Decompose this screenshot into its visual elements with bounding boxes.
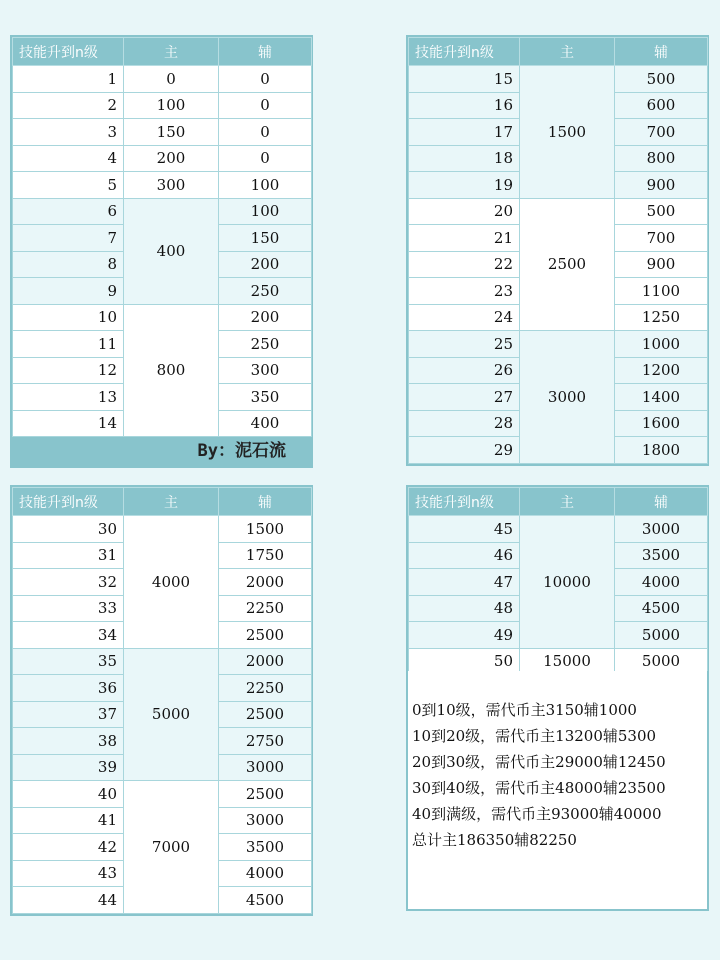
- header-level: 技能升到n级: [409, 38, 520, 66]
- aux-cell: 2500: [219, 781, 312, 808]
- table-levels-1-14: [10, 35, 313, 468]
- table-row: [13, 516, 312, 543]
- main-cell: 15000: [520, 648, 615, 675]
- header-aux: 辅: [615, 488, 708, 516]
- aux-cell: 250: [219, 331, 312, 358]
- header-main: 主: [520, 488, 615, 516]
- aux-cell: 4500: [615, 595, 708, 622]
- level-cell: 11: [13, 331, 124, 358]
- level-cell: 37: [13, 701, 124, 728]
- aux-cell: 1500: [219, 516, 312, 543]
- level-cell: 2: [13, 92, 124, 119]
- level-cell: 6: [13, 198, 124, 225]
- level-cell: 3: [13, 119, 124, 146]
- level-cell: 10: [13, 304, 124, 331]
- header-main: 主: [520, 38, 615, 66]
- table-row: [409, 198, 708, 225]
- aux-cell: 400: [219, 410, 312, 437]
- main-cell: 200: [124, 145, 219, 172]
- level-cell: 5: [13, 172, 124, 199]
- main-cell: 0: [124, 66, 219, 93]
- table-row: [13, 119, 312, 146]
- header-aux: 辅: [219, 38, 312, 66]
- aux-cell: 500: [615, 198, 708, 225]
- table-levels-45-50: [406, 485, 709, 677]
- main-cell: 5000: [124, 648, 219, 781]
- aux-cell: 3500: [219, 834, 312, 861]
- aux-cell: 350: [219, 384, 312, 411]
- level-cell: 40: [13, 781, 124, 808]
- level-cell: 8: [13, 251, 124, 278]
- aux-cell: 300: [219, 357, 312, 384]
- summary-line: 10到20级，需代币主13200辅5300: [412, 727, 657, 745]
- header-aux: 辅: [615, 38, 708, 66]
- level-cell: 9: [13, 278, 124, 305]
- level-cell: 29: [409, 437, 520, 464]
- aux-cell: 0: [219, 119, 312, 146]
- aux-cell: 1000: [615, 331, 708, 358]
- aux-cell: 1800: [615, 437, 708, 464]
- aux-cell: 3000: [219, 807, 312, 834]
- level-cell: 38: [13, 728, 124, 755]
- aux-cell: 0: [219, 145, 312, 172]
- level-cell: 13: [13, 384, 124, 411]
- aux-cell: 700: [615, 225, 708, 252]
- table-row: [13, 92, 312, 119]
- table-row: [409, 516, 708, 543]
- level-cell: 7: [13, 225, 124, 252]
- aux-cell: 2500: [219, 701, 312, 728]
- aux-cell: 3000: [615, 516, 708, 543]
- level-cell: 44: [13, 887, 124, 914]
- aux-cell: 0: [219, 92, 312, 119]
- main-cell: 7000: [124, 781, 219, 914]
- level-cell: 1: [13, 66, 124, 93]
- main-cell: 800: [124, 304, 219, 437]
- aux-cell: 1100: [615, 278, 708, 305]
- table-row: [13, 648, 312, 675]
- aux-cell: 1250: [615, 304, 708, 331]
- level-cell: 46: [409, 542, 520, 569]
- main-cell: 10000: [520, 516, 615, 649]
- level-cell: 48: [409, 595, 520, 622]
- table-row: [13, 198, 312, 225]
- main-cell: 1500: [520, 66, 615, 199]
- aux-cell: 200: [219, 251, 312, 278]
- level-cell: 21: [409, 225, 520, 252]
- level-cell: 17: [409, 119, 520, 146]
- header-level: 技能升到n级: [13, 38, 124, 66]
- aux-cell: 200: [219, 304, 312, 331]
- level-cell: 35: [13, 648, 124, 675]
- summary-line: 0到10级，需代币主3150辅1000: [412, 701, 637, 719]
- level-cell: 26: [409, 357, 520, 384]
- summary-line: 40到满级，需代币主93000辅40000: [412, 805, 662, 823]
- level-cell: 16: [409, 92, 520, 119]
- aux-cell: 4000: [615, 569, 708, 596]
- summary-note: [406, 671, 709, 911]
- header-main: 主: [124, 488, 219, 516]
- aux-cell: 4500: [219, 887, 312, 914]
- level-cell: 45: [409, 516, 520, 543]
- level-cell: 33: [13, 595, 124, 622]
- level-cell: 22: [409, 251, 520, 278]
- header-main: 主: [124, 38, 219, 66]
- aux-cell: 1600: [615, 410, 708, 437]
- aux-cell: 1200: [615, 357, 708, 384]
- level-cell: 20: [409, 198, 520, 225]
- aux-cell: 800: [615, 145, 708, 172]
- table-row: [13, 172, 312, 199]
- level-cell: 25: [409, 331, 520, 358]
- header-aux: 辅: [219, 488, 312, 516]
- level-cell: 14: [13, 410, 124, 437]
- table-row: [13, 781, 312, 808]
- aux-cell: 2250: [219, 595, 312, 622]
- level-cell: 39: [13, 754, 124, 781]
- level-cell: 28: [409, 410, 520, 437]
- level-cell: 41: [13, 807, 124, 834]
- main-cell: 2500: [520, 198, 615, 331]
- level-cell: 50: [409, 648, 520, 675]
- header-level: 技能升到n级: [409, 488, 520, 516]
- header-level: 技能升到n级: [13, 488, 124, 516]
- aux-cell: 2750: [219, 728, 312, 755]
- main-cell: 300: [124, 172, 219, 199]
- aux-cell: 4000: [219, 860, 312, 887]
- level-cell: 42: [13, 834, 124, 861]
- aux-cell: 2000: [219, 648, 312, 675]
- level-cell: 32: [13, 569, 124, 596]
- level-cell: 36: [13, 675, 124, 702]
- level-cell: 23: [409, 278, 520, 305]
- summary-total: 总计主186350辅82250: [412, 831, 577, 849]
- table-row: [13, 145, 312, 172]
- level-cell: 30: [13, 516, 124, 543]
- level-cell: 47: [409, 569, 520, 596]
- aux-cell: 0: [219, 66, 312, 93]
- aux-cell: 5000: [615, 648, 708, 675]
- level-cell: 34: [13, 622, 124, 649]
- level-cell: 18: [409, 145, 520, 172]
- aux-cell: 900: [615, 172, 708, 199]
- main-cell: 400: [124, 198, 219, 304]
- summary-line: 20到30级，需代币主29000辅12450: [412, 753, 666, 771]
- table-row: [13, 66, 312, 93]
- table-row: [13, 304, 312, 331]
- level-cell: 27: [409, 384, 520, 411]
- level-cell: 49: [409, 622, 520, 649]
- aux-cell: 2250: [219, 675, 312, 702]
- table-row: [409, 66, 708, 93]
- level-cell: 19: [409, 172, 520, 199]
- table-row: [409, 331, 708, 358]
- level-cell: 43: [13, 860, 124, 887]
- level-cell: 4: [13, 145, 124, 172]
- level-cell: 24: [409, 304, 520, 331]
- main-cell: 100: [124, 92, 219, 119]
- table-levels-15-29: [406, 35, 709, 466]
- aux-cell: 100: [219, 198, 312, 225]
- aux-cell: 1400: [615, 384, 708, 411]
- aux-cell: 2500: [219, 622, 312, 649]
- aux-cell: 2000: [219, 569, 312, 596]
- aux-cell: 700: [615, 119, 708, 146]
- aux-cell: 5000: [615, 622, 708, 649]
- aux-cell: 100: [219, 172, 312, 199]
- main-cell: 150: [124, 119, 219, 146]
- aux-cell: 3000: [219, 754, 312, 781]
- aux-cell: 900: [615, 251, 708, 278]
- aux-cell: 600: [615, 92, 708, 119]
- level-cell: 31: [13, 542, 124, 569]
- level-cell: 15: [409, 66, 520, 93]
- level-cell: 12: [13, 357, 124, 384]
- table-levels-30-44: [10, 485, 313, 916]
- signature: By：泥石流: [12, 437, 311, 466]
- summary-line: 30到40级，需代币主48000辅23500: [412, 779, 666, 797]
- aux-cell: 250: [219, 278, 312, 305]
- aux-cell: 3500: [615, 542, 708, 569]
- main-cell: 4000: [124, 516, 219, 649]
- main-cell: 3000: [520, 331, 615, 464]
- aux-cell: 500: [615, 66, 708, 93]
- aux-cell: 1750: [219, 542, 312, 569]
- aux-cell: 150: [219, 225, 312, 252]
